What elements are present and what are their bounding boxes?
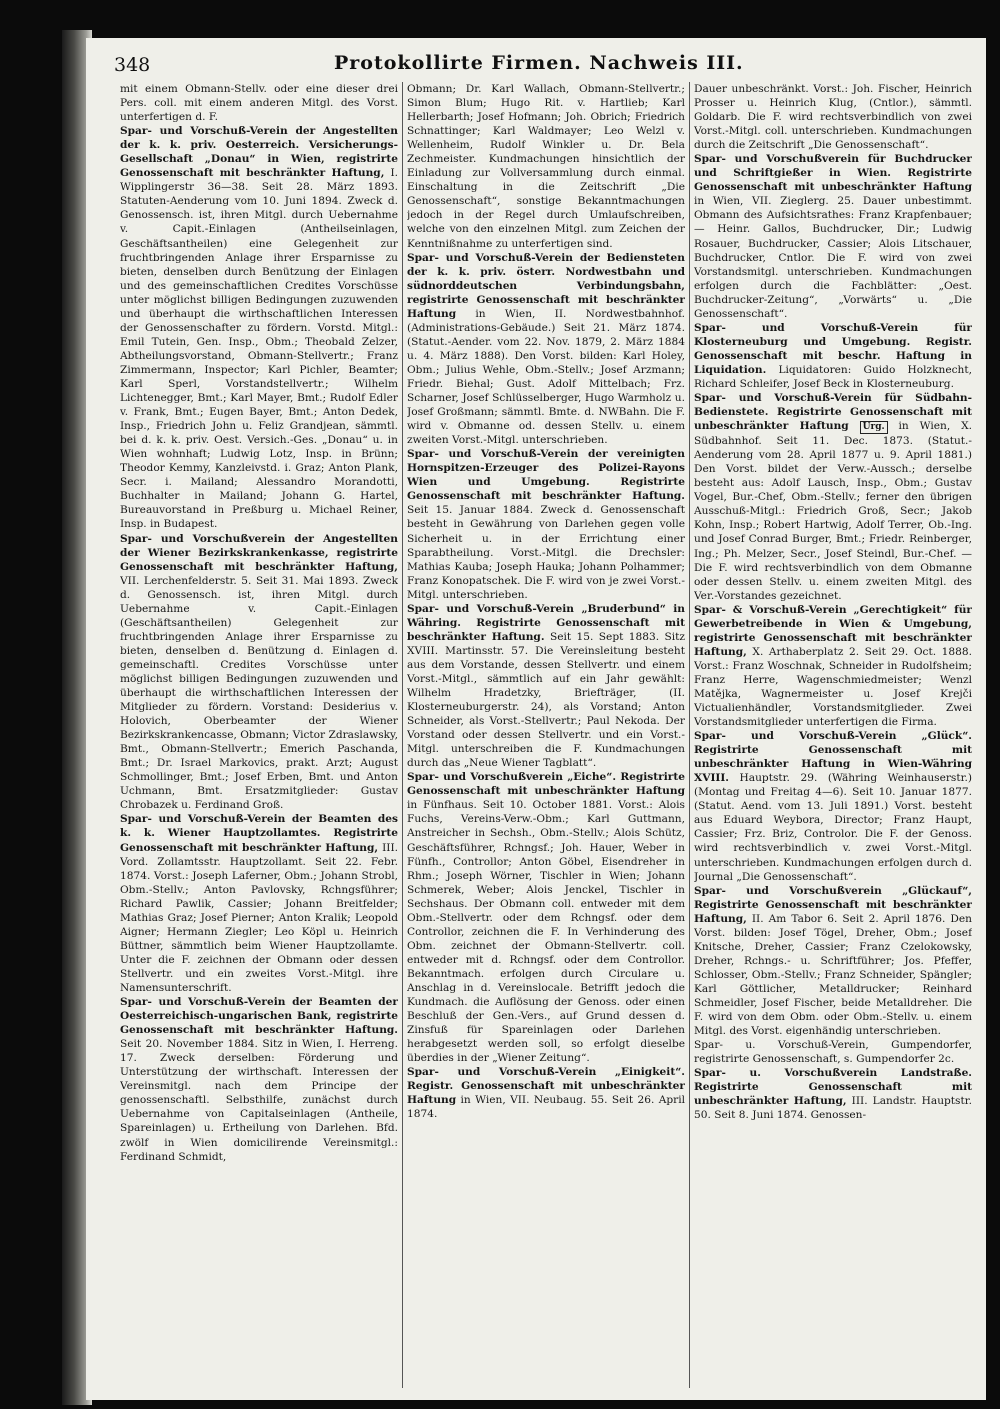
entry-heading: Spar- und Vorschuß-Verein „Einigkeit“. Registr. Genossenschaft mit unbeschränkter Haftung [407,1066,685,1107]
entry-heading: Spar- und Vorschuß-Verein der Beamten der Oesterreichisch-ungarischen Bank, registrirte Genossenschaft mit beschränkter Haftung. [120,996,398,1037]
entry-text: Liquidatoren: Guido Holzknecht, Richard Schleifer, Josef Beck in Klosterneuburg. [694,363,972,390]
entry-text: Hauptstr. 29. (Währing Weinhauserstr.) (Montag und Freitag 4—6). Seit 10. Januar 1877. (Statut. Aend. vom 13. Juli 1891.) Vorst. besteht aus Eduard Weybora, Director; Franz Haupt, Cassier; Frz. Briz, Controlor. Die F. der Genoss. wird rechtsverbindlich v. zwei Vorst.-Mitgl. unterschrieben. Kundmachungen erfolgen durch d. Journal „Die Genossenschaft“. [694,772,972,883]
entry-text: X. Arthaberplatz 2. Seit 29. Oct. 1888. Vorst.: Franz Woschnak, Schneider in Rudolfsheim; Franz Herre, Wagenschmiedmeister; Wenzl Matějka, Wagnermeister u. Josef Krejči Victualienhändler, Vorstandsmitglieder. Zwei Vorstandsmitglieder unterfertigen die Firma. [694,645,972,729]
register-entry [694,1066,972,1122]
entry-text: II. Am Tabor 6. Seit 2. April 1876. Den Vorst. bilden: Josef Tögel, Dreher, Obm.; Josef Knitsche, Dreher, Cassier; Franz Czelokowsky, Dreher, Rchngs.- u. Schriftführer; Jos. Pfeffer, Schlosser, Obm.-Stellv.; Franz Schneider, Spängler; Karl Göttlicher, Metalldrucker; Reinhard Schmeidler, Josef Fischer, beide Metalldreher. Die F. wird von dem Obm. oder Obm.-Stellv. u. einem Mitgl. des Vorst. eigenhändig unterschrieben. [694,912,972,1038]
entry-text: in Fünfhaus. Seit 10. October 1881. Vorst.: Alois Fuchs, Vereins-Verw.-Obm.; Karl Guttmann, Anstreicher in Sechsh., Obm.-Stellv.; Alois Schütz, Geschäftsführer, Rchngsf.; Joh. Hauer, Weber in Fünfh., Controllor; Anton Göbel, Eisendreher in Rhm.; Joseph Wörner, Tischler in Wien; Johann Schmerek, Weber; Alois Jenckel, Tischler in Sechshaus. Der Obmann coll. entweder mit dem Obm.-Stellvertr. oder dem Rchngsf. oder dem Controllor, zeichnen die F. In Verhinderung des Obm. zeichnet der Obmann-Stellvertr. coll. entweder mit d. Rchngsf. oder dem Controllor. Bekanntmach. erfolgen durch Circulare u. Anschlag in d. Vereinslocale. Betrifft jedoch die Kundmach. die Auflösung der Genoss. oder einen Beschluß der Gen.-Vers., auf Grund dessen d. Zinsfuß für Spareinlagen oder Darlehen herabgesetzt werden soll, so erfolgt dieselbe überdies in der „Wiener Zeitung“. [407,799,685,1065]
register-entry [694,884,972,1039]
entry-text: Seit 15. Sept 1883. Sitz XVIII. Martinsstr. 57. Die Vereinsleitung besteht aus dem Vorstande, dessen Stellvertr. und einem Vorst.-Mitgl., sämmtlich auf ein Jahr gewählt: Wilhelm Hradetzky, Briefträger, (II. Klosterneuburgerstr. 24), als Vorstand; Anton Schneider, als Vorst.-Stellvertr.; Paul Nekoda. Der Vorstand oder dessen Stellvertr. und ein Vorst.-Mitgl. unterschreiben die F. Kundmachungen durch das „Neue Wiener Tagblatt“. [407,630,685,770]
entry-heading: Spar- und Vorschuß-Verein „Bruderbund“ in Währing. Registrirte Genossenschaft mit beschränkter Haftung. [407,602,685,643]
entry-heading: Spar- und Vorschußverein „Eiche“. Registrirte Genossenschaft mit unbeschränkter Haftung [407,771,685,798]
column-2 [407,82,685,1392]
page-number: 348 [114,54,151,76]
register-entry [694,152,972,321]
register-entry [120,82,398,124]
entry-heading: Spar- und Vorschußverein „Glückauf“, Registrirte Genossenschaft mit beschränkter Haftung, [694,884,972,925]
entry-heading: Spar- & Vorschuß-Verein „Gerechtigkeit“ für Gewerbetreibende in Wien & Umgebung, registrirte Genossenschaft mit beschränkter Haftung, [694,603,972,658]
entry-heading: Spar- und Vorschuß-Verein für Klosterneuburg und Umgebung. Registr. Genossenschaft mit beschr. Haftung in Liquidation. [694,321,972,376]
entry-heading: Spar- und Vorschuß-Verein für Südbahn-Bedienstete. Registrirte Genossenschaft mit unbeschränkter Haftung [694,392,972,433]
entry-heading: Spar- und Vorschuß-Verein „Glück“. Registrirte Genossenschaft mit unbeschränkter Haftung in Wien-Währing XVIII. [694,730,972,785]
register-entry [120,124,398,531]
register-entry [694,82,972,152]
entry-text: III. Landstr. Hauptstr. 50. Seit 8. Juni 1874. Genossen- [694,1095,972,1122]
entry-heading: Spar- und Vorschuß-Verein der Beamten des k. k. Wiener Hauptzollamtes. Registrirte Genossenschaft mit beschränkter Haftung, [120,813,398,854]
entry-text: in Wien, II. Nordwestbahnhof. (Administrations-Gebäude.) Seit 21. März 1874. (Statut.-Aender. vom 22. Nov. 1879, 2. März 1884 u. 4. März 1888). Den Vorst. bilden: Karl Holey, Obm.; Julius Wehle, Obm.-Stellv.; Josef Arzmann; Friedr. Biehal; Gust. Adolf Mittelbach; Frz. Scharner, Josef Schlüsselberger, Hugo Warmholz u. Josef Großmann; sämmtl. Bmte. d. NWBahn. Die F. wird v. Obmanne od. dessen Stellv. u. einem zweiten Vorst.-Mitgl. unterschrieben. [407,307,685,447]
register-entry [407,770,685,1065]
directory-page [86,38,986,1400]
entry-text: in Wien, X. Südbahnhof. Seit 11. Dec. 1873. (Statut.-Aenderung vom 28. April 1877 u. 9. April 1881.) Den Vorst. bildet der Verw.-Aussch.; derselbe besteht aus: Adolf Lausch, Insp., Obm.; Gustav Vogel, Bur.-Chef, Obm.-Stellv.; ferner den übrigen Ausschuß-Mitgl.: Friedrich Groß, Secr.; Jakob Kohn, Insp.; Robert Hartwig, Adolf Terrer, Ob.-Ing. und Josef Conrad Burger, Bmt.; Friedr. Reinberger, Ing.; Ph. Melzer, Secr., Josef Steindl, Bur.-Chef. — Die F. wird rechtsverbindlich von dem Obmanne oder dessen Stellv. u. einem zweiten Mitgl. des Ver.-Vorstandes gezeichnet. [694,420,972,602]
entry-text: Spar- u. Vorschuß-Verein, Gumpendorfer, registrirte Genossenschaft, s. Gumpendorfer 2c. [694,1039,972,1066]
register-entry [407,82,685,251]
column-1 [120,82,398,1392]
entry-text: Obmann; Dr. Karl Wallach, Obmann-Stellvertr.; Simon Blum; Hugo Rit. v. Hartlieb; Karl Hellerbarth; Josef Hofmann; Joh. Obrich; Friedrich Schnattinger; Karl Waldmayer; Leo Welzl v. Wellenheim, Rudolf Winkler u. Dr. Bela Zechmeister. Kundmachungen hinsichtlich der Einladung zur Vollversammlung durch einmal. Einschaltung in die Zeitschrift „Die Genossenschaft“, sonstige Bekanntmachungen jedoch in der Regel durch Umlaufschreiben, welche von den einzelnen Mitgl. zum Zeichen der Kenntnißnahme zu unterfertigen sind. [407,83,685,250]
register-entry [694,603,972,729]
register-entry [694,321,972,391]
entry-text: Seit 15. Januar 1884. Zweck d. Genossenschaft besteht in Gewährung von Darlehen gegen volle Sicherheit u. in der Errichtung einer Sparabtheilung. Vorst.-Mitgl. die Drechsler: Mathias Kauba; Joseph Hauka; Johann Polhammer; Franz Konopatschek. Die F. wird von je zwei Vorst.-Mitgl. unterschrieben. [407,504,685,601]
register-entry [694,391,972,603]
entry-text: in Wien, VII. Zieglerg. 25. Dauer unbestimmt. Obmann des Aufsichtsrathes: Franz Krapfenbauer; — Heinr. Gallos, Buchdrucker, Dir.; Ludwig Rosauer, Buchdrucker, Cassier; Alois Litschauer, Buchdrucker, Cntlor. Die F. wird von zwei Vorstandsmitgl. unterschrieben. Kundmachungen erfolgen durch die Fachblätter: „Oest. Buchdrucker-Zeitung“, „Vorwärts“ u. „Die Genossenschaft“. [694,195,972,320]
register-entry [407,1065,685,1121]
register-entry [407,602,685,771]
entry-stamp: Urg. [860,421,888,434]
entry-text: in Wien, VII. Neubaug. 55. Seit 26. April 1874. [407,1094,685,1121]
register-entry [120,995,398,1164]
entry-heading: Spar- und Vorschuß-Verein der vereinigten Hornspitzen-Erzeuger des Polizei-Rayons Wien und Umgebung. Registrirte Genossenschaft mit beschränkter Haftung. [407,448,685,503]
entry-heading: Spar- und Vorschuß-Verein der Bediensteten der k. k. priv. österr. Nordwestbahn und südnorddeutschen Verbindungsbahn, registrirte Genossenschaft mit beschränkter Haftung [407,251,685,320]
entry-heading: Spar- u. Vorschußverein Landstraße. Registrirte Genossenschaft mit unbeschränkter Haftung, [694,1067,972,1108]
page-header [114,48,974,80]
entry-text: VII. Lerchenfelderstr. 5. Seit 31. Mai 1893. Zweck d. Genossensch. ist, ihren Mitgl. durch Uebernahme v. Capit.-Einlagen (Geschäftsantheilen) Gelegenheit zur fruchtbringenden Anlage ihrer Ersparnisse zu bieten, denselben d. Benützung d. Einlagen d. gemeinschaftl. Credites Vorschüsse unter möglichst billigen Bedingungen zuzuwenden und überhaupt die wirthschaftlichen Interessen der Mitglieder zu fördern. Vorstand: Desiderius v. Holovich, Oberbeamter der Wiener Bezirkskrankencasse, Obmann; Victor Zdraslawsky, Bmt., Obmann-Stellvertr.; Emerich Paschanda, Bmt.; Dr. Israel Markovics, prakt. Arzt; August Schmollinger, Bmt.; Josef Erben, Bmt. und Anton Uchmann, Bmt. Ersatzmitglieder: Gustav Chrobazek u. Ferdinand Groß. [120,574,398,812]
register-entry [120,812,398,995]
column-3 [694,82,972,1392]
entry-text: III. Vord. Zollamtsstr. Hauptzollamt. Seit 22. Febr. 1874. Vorst.: Joseph Laferner, Obm.; Johann Strobl, Obm.-Stellv.; Anton Pavlovsky, Rchngsführer; Richard Pawlik, Cassier; Johann Breitfelder; Mathias Graz; Josef Pierner; Anton Kralik; Leopold Aigner; Hermann Ziegler; Leo Köpl u. Heinrich Büttner, sämmtlich beim Wiener Hauptzollamte. Unter die F. zeichnen der Obmann oder dessen Stellvertr. und ein zweites Vorst.-Mitgl. ihre Namensunterschrift. [120,841,398,994]
entry-text: I. Wipplingerstr 36—38. Seit 28. März 1893. Statuten-Aenderung vom 10. Juni 1894. Zweck d. Genossensch. ist, ihren Mitgl. durch Uebernahme v. Capit.-Einlagen (Antheilseinlagen, Geschäftsantheilen) eine Gelegenheit zur fruchtbringenden Anlage ihrer Ersparnisse zu bieten, denselben durch Benützung der Einlagen und des gemeinschaftlichen Credites Vorschüsse unter möglichst billigen Bedingungen zuzuwenden und überhaupt die wirthschaftlichen Interessen der Genossenschafter zu fördern. Vorstd. Mitgl.: Emil Tutein, Gen. Insp., Obm.; Theobald Zelzer, Abtheilungsvorstand, Obmann-Stellvertr.; Franz Zimmermann, Inspector; Karl Pichler, Beamter; Karl Sperl, Vorstandstellvertr.; Wilhelm Lichtenegger, Bmt.; Karl Mayer, Bmt.; Rudolf Edler v. Frank, Bmt.; Eugen Bayer, Bmt.; Anton Dedek, Insp., Friedrich John u. Feliz Grandjean, sämmtl. bei d. k. k. priv. Oest. Versich.-Ges. „Donau“ u. in Wien wohnhaft; Ludwig Lotz, Insp. in Brünn; Theodor Kemmy, Kanzleivstd. i. Graz; Anton Plank, Secr. i. Mailand; Alessandro Morandotti, Buchhalter in Mailand; Johann G. Hartel, Bureauvorstand in Preßburg u. Michael Reiner, Insp. in Budapest. [120,167,398,531]
entry-heading: Spar- und Vorschußverein für Buchdrucker und Schriftgießer in Wien. Registrirte Genossenschaft mit unbeschränkter Haftung [694,153,972,194]
column-divider [402,82,403,1388]
entry-text: Seit 20. November 1884. Sitz in Wien, I. Herreng. 17. Zweck derselben: Förderung und Unterstützung der wirthschaft. Interessen der Vereinsmitgl. nach dem Principe der genossenschaftl. Selbsthilfe, zunächst durch Uebernahme von Capitalseinlagen (Antheile, Spareinlagen) u. Ertheilung von Darlehen. Bfd. zwölf in Wien domicilirende Vereinsmitgl.: Ferdinand Schmidt, [120,1038,398,1163]
text-columns [120,82,970,1392]
register-entry [694,729,972,884]
register-entry [694,1038,972,1066]
entry-text: Dauer unbeschränkt. Vorst.: Joh. Fischer, Heinrich Prosser u. Heinrich Klug, (Cntlor.), sämmtl. Goldarb. Die F. wird rechtsverbindlich von zwei Vorst.-Mitgl. coll. unterschrieben. Kundmachungen durch die Zeitschrift „Die Genossenschaft“. [694,83,972,152]
running-head: Protokollirte Firmen. Nachweis III. [334,52,744,74]
entry-text: mit einem Obmann-Stellv. oder eine dieser drei Pers. coll. mit einem anderen Mitgl. des Vorst. unterfertigen d. F. [120,83,398,124]
entry-heading: Spar- und Vorschuß-Verein der Angestellten der k. k. priv. Oesterreich. Versicherungs-Gesellschaft „Donau“ in Wien, registrirte Genossenschaft mit beschränkter Haftung, [120,125,398,180]
register-entry [407,447,685,602]
register-entry [407,251,685,448]
column-divider [689,82,690,1388]
entry-heading: Spar- und Vorschußverein der Angestellten der Wiener Bezirkskrankenkasse, registrirte Genossenschaft mit beschränkter Haftung, [120,532,398,573]
register-entry [120,532,398,813]
